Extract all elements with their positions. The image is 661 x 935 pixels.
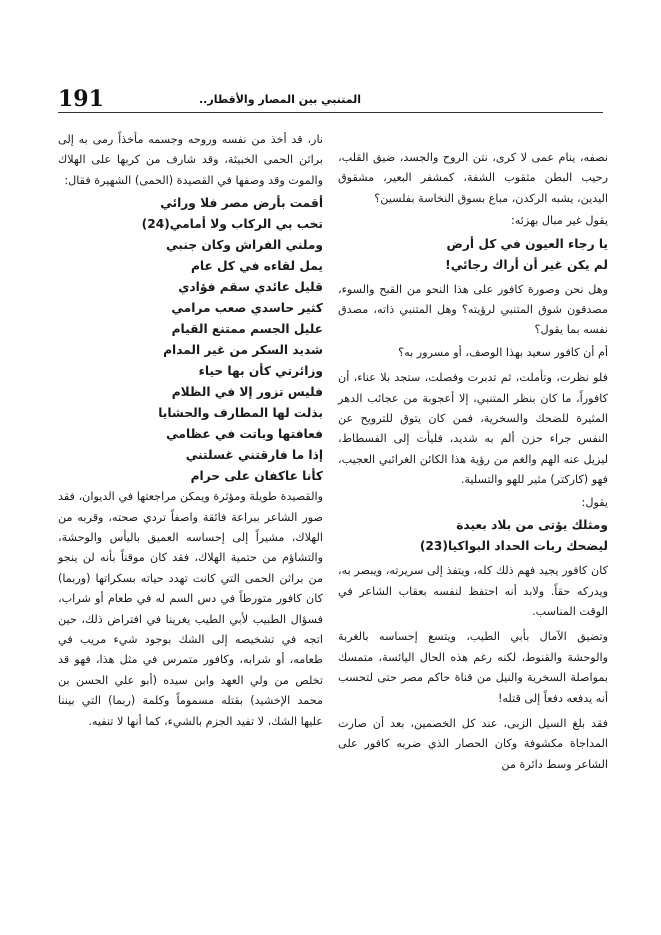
page-number: 191 xyxy=(58,86,104,112)
left-column-verse-line: وزائرتي كأن بها حياء xyxy=(198,364,323,379)
right-column-verse-line: لم يكن غير أن أراك رجائي! xyxy=(445,257,608,272)
right-column-paragraph: نصفه، ينام عمى لا كرى، نتن الروح والجسد، ضيق القلب، رحيب البطن مثقوب الشفة، كمشفر البعير، مشقوق اليدين، يشبه الركدن، مباع بسوق النخاسة بفلسين؟ xyxy=(338,151,608,205)
left-column-verse-line: فعافتها وباتت في عظامي xyxy=(166,427,323,442)
left-column-verse-line: شديد السكر من غير المدام xyxy=(163,343,323,358)
right-column-verse-line: ومثلك يؤتى من بلاد بعيدة xyxy=(456,518,608,533)
left-column-verse-line: يمل لقاءه في كل عام xyxy=(190,259,323,274)
left-column-verse-line: أقمت بأرض مصر فلا ورائي xyxy=(160,196,323,211)
right-column-paragraph: يقول غير مبال بهزئه: xyxy=(511,214,608,228)
left-column-verse-line: فليس تزور إلا في الظلام xyxy=(171,385,323,400)
left-column-verse-line: عليل الجسم ممتنع القيام xyxy=(171,322,323,337)
left-column-paragraph: نار، قد أخذ من نفسه وروحه وجسمه مأخذاً رمى به إلى براثن الحمى الخبيثة، وقد شارف من كربها على الهلاك والموت وقد وصفها في القصيدة (الحمى) الشهيرة فقال: xyxy=(58,133,323,187)
left-column-verse-line: وملني الفراش وكان جنبي xyxy=(166,238,323,253)
right-column-paragraph: أم أن كافور سعيد بهذا الوصف، أو مسرور به؟ xyxy=(398,345,608,359)
left-column-verse-line: تخب بي الركاب ولا أمامي(24) xyxy=(141,217,323,232)
right-column-paragraph: فلو نظرت، وتأملت، ثم تدبرت وفصلت، ستجد بلا عناء، أن كافوراً، ما كان بنظر المتنبي، إلا أعجوبة من عجائب الدهر المثيرة للضحك والسخرية، فمن كان يتوق للترويح عن النفس جراء حزن ألم به شديد، فليأت إلى الفسطاط، ليزيل عنه الهم والغم من رؤية هذا الكائن الغرائبي العجيب، فهو (كاركتر) مثير للهو والتسلية. xyxy=(338,371,608,487)
right-text-column xyxy=(338,148,608,777)
left-column-verse-line: قليل عائدي سقم فؤادي xyxy=(178,280,323,295)
left-column-paragraph: والقصيدة طويلة ومؤثرة ويمكن مراجعتها في الديوان، فقد صور الشاعر ببراعة فائقة واصفاً تردي صحته، وقربه من الهلاك، مشيراً إلى إحساسه العميق باليأس والوحشة، والتشاؤم من حتمية الهلاك، فقد كان موقناً بأنه لن ينجو من براثن الحمى التي كانت تهدد حياته بسكراتها (وربما) كان كافور متورطاً في دس السم له في طعام أو شراب، فسؤال الطبيب لأبي الطيب يغرينا في افتراض ذلك، حين اتجه في تشخيصه إلى الشك بوجود شيء مريب في طعامه، أو شرابه، وكافور متمرس في مثل هذا، فهو قد تخلص من ولي العهد وابن سيده (أبو علي الحسن بن محمد الإخشيد) بقتله مسموماً وكلمة (ربما) التي بيننا عليها الشك، لا تفيد الجزم بالشيء، كما أنها لا تنفيه. xyxy=(58,490,323,728)
right-column-verse-line: يا رجاء العيون في كل أرض xyxy=(446,236,608,251)
right-column-paragraph: يقول: xyxy=(581,495,608,509)
left-text-column xyxy=(58,130,323,734)
right-column-paragraph: كان كافور يجيد فهم ذلك كله، ويتفذ إلى سريرته، ويبصر به، ويدركه حقاً. ولابد أنه احتفظ لنفسه بعقاب الشاعر في الوقت المناسب. xyxy=(338,564,608,618)
left-column-verse-line: بذلت لها المطارف والحشايا xyxy=(158,406,323,421)
left-column-verse-line: كثير حاسدي صعب مرامي xyxy=(171,301,323,316)
left-column-verse-line: إذا ما فارقتني غسلتني xyxy=(185,448,323,463)
right-column-paragraph: فقد بلغ السيل الزبى، عند كل الخصمين، بعد أن صارت المداجاة مكشوفة وكان الحصار الذي ضربه كافور على الشاعر وسط دائرة من xyxy=(338,716,608,771)
right-column-verse-line: ليضحك ربات الحداد البواكيا(23) xyxy=(419,539,608,554)
right-column-paragraph: وتضيق الآمال بأبي الطيب، ويتسع إحساسه بالغربة والوحشة والقنوط، لكنه رغم هذه الحال اليائسة، متمسك بمواصلة السخرية والنيل من قناة حاكم مصر حتى لتحسب أنه يدفعه دفعاً إلى قتله! xyxy=(338,630,608,705)
right-column-paragraph: وهل نحن وصورة كافور على هذا النحو من القبح والسوء، مصدقون شوق المتنبي لرؤيته؟ وهل المتنبي ذاته، مصدق نفسه بما يقول؟ xyxy=(338,282,608,337)
left-column-verse-line: كأنا عاكفان على حرام xyxy=(190,469,323,484)
header-rule xyxy=(58,112,603,113)
running-title: المتنبي بين المصار والأقطار.. xyxy=(199,93,361,106)
